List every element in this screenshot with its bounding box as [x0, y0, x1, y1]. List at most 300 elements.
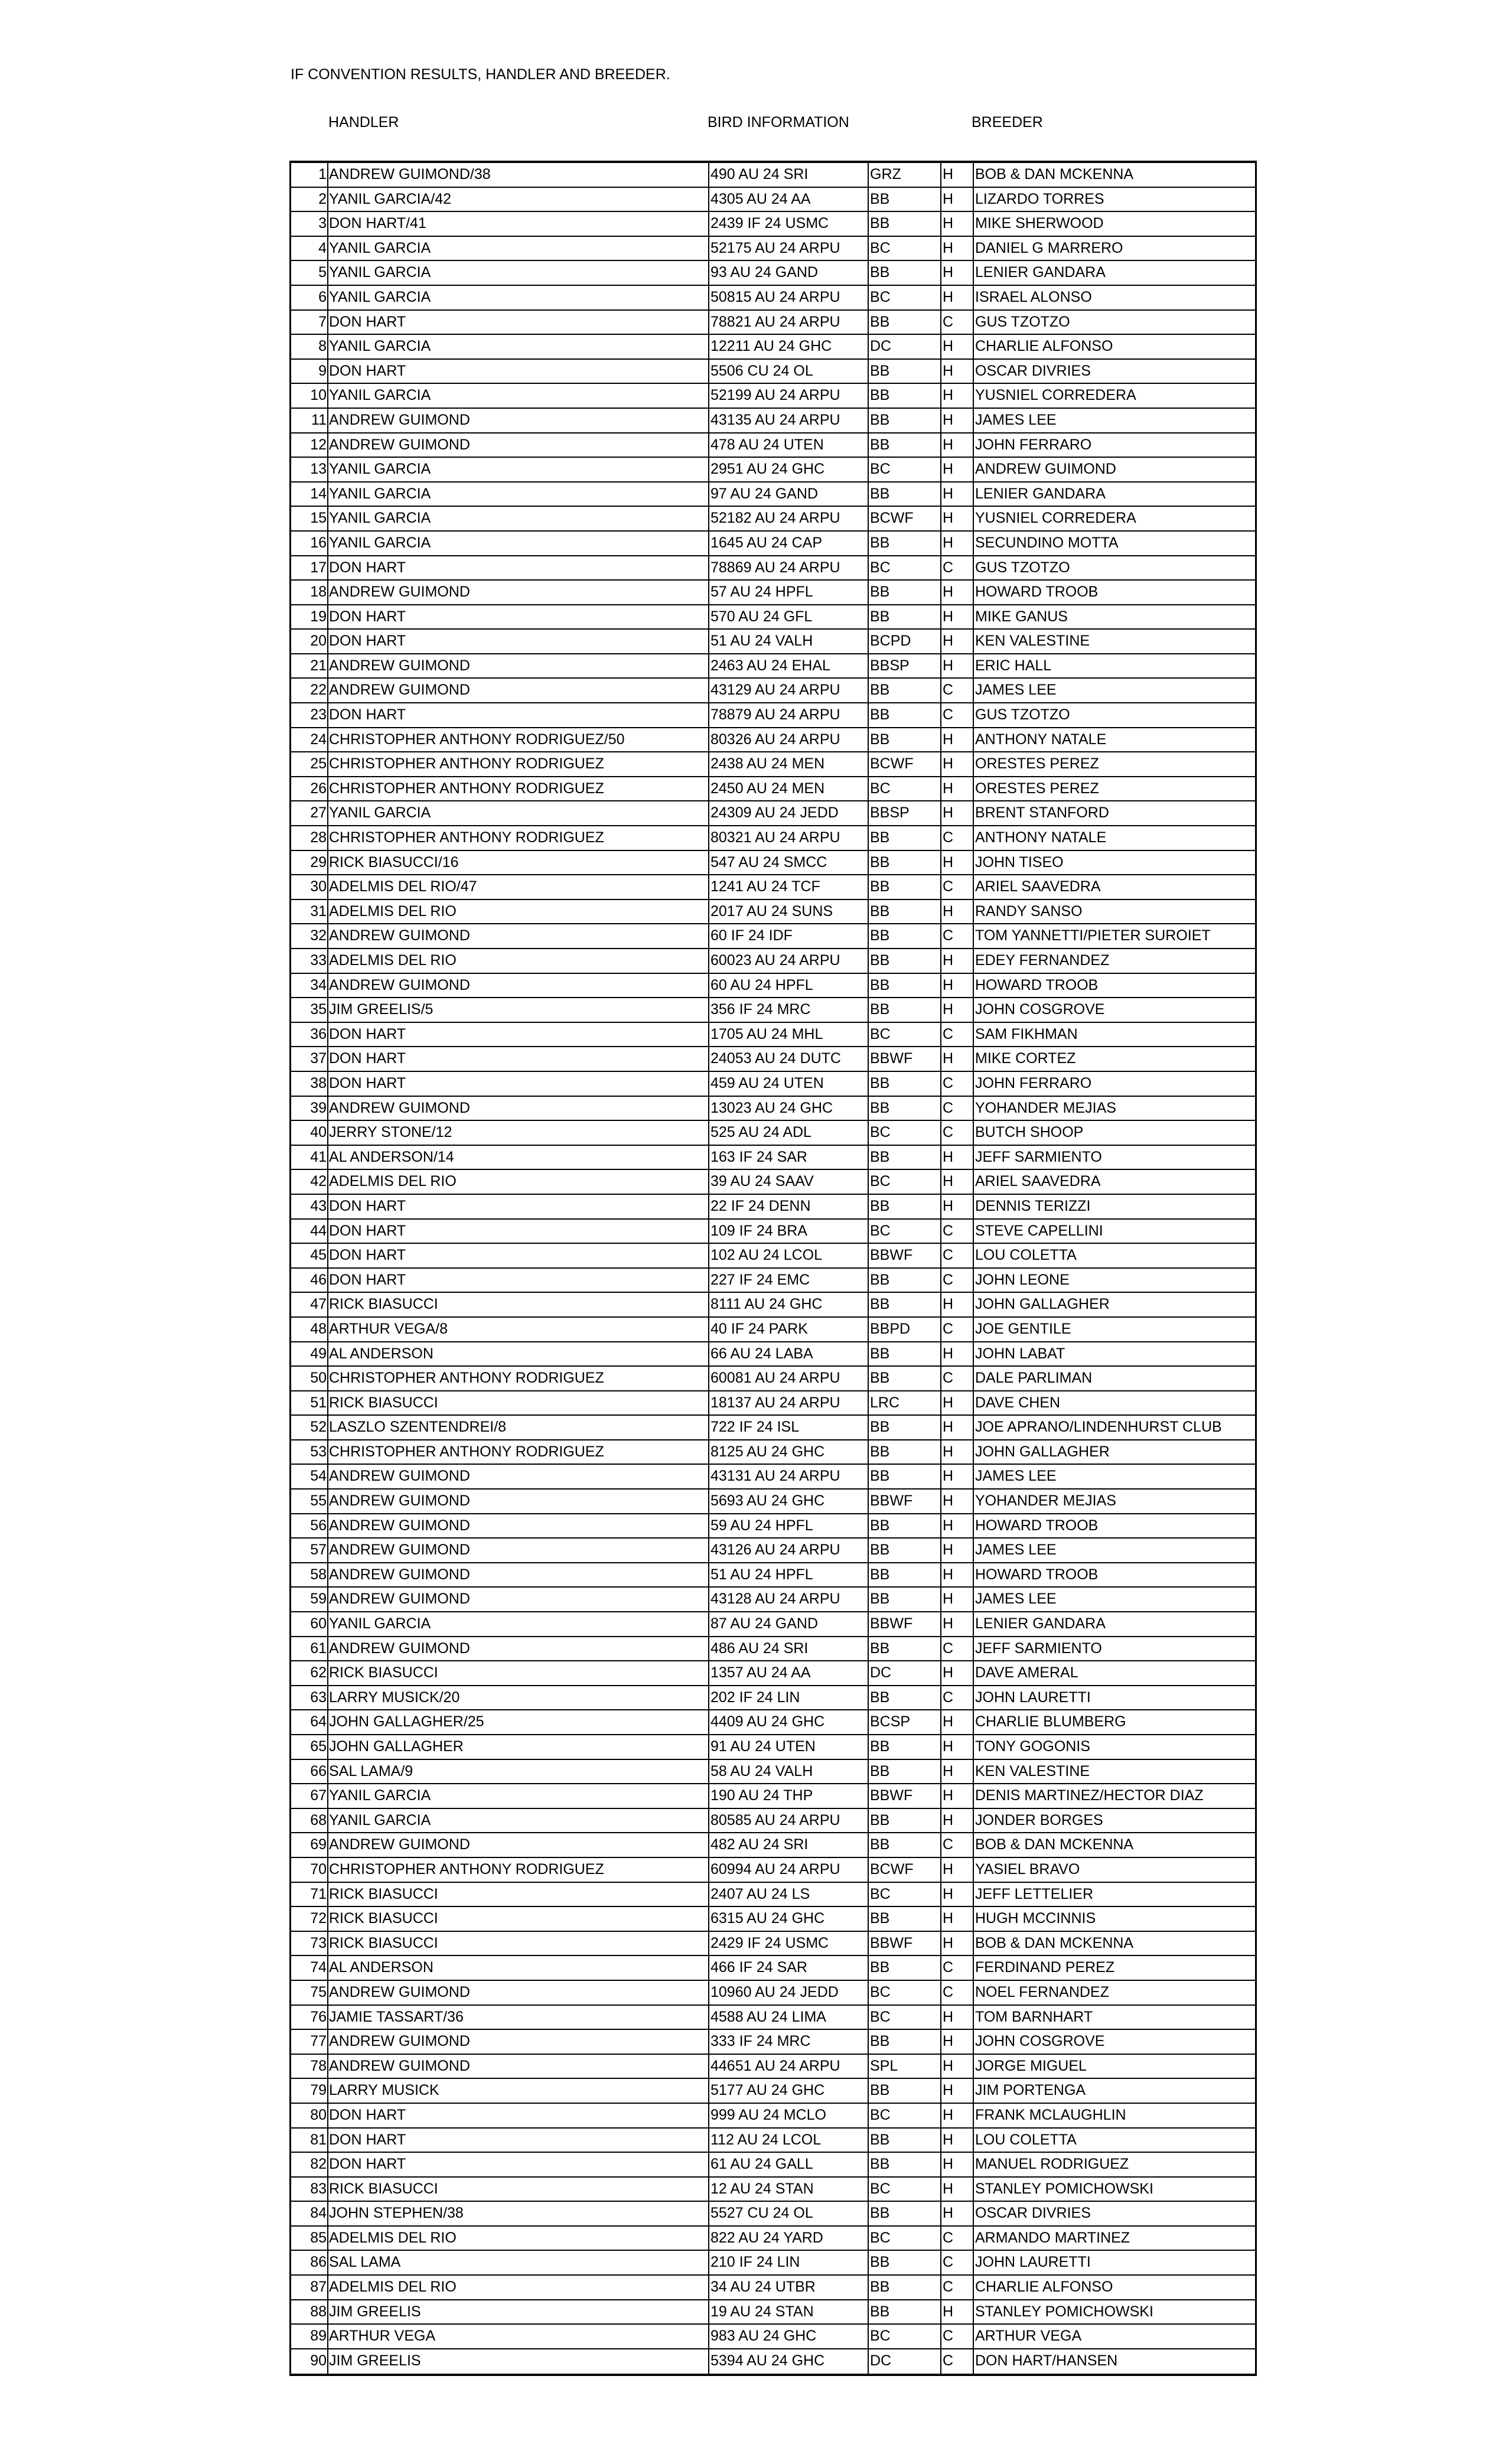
- band-number-cell: 91 AU 24 UTEN: [709, 1735, 869, 1759]
- breeder-cell: LENIER GANDARA: [975, 264, 1106, 281]
- color-cell: BCWF: [869, 752, 941, 776]
- band-number-cell: 163 IF 24 SAR: [709, 1146, 869, 1169]
- row-number: 74: [291, 1956, 328, 1980]
- handler-cell: JIM GREELIS: [328, 2349, 709, 2374]
- sex-cell: H: [941, 1784, 974, 1808]
- breeder-cell: OSCAR DIVRIES: [975, 2205, 1091, 2222]
- color-cell: BB: [869, 1097, 941, 1120]
- handler-cell: DON HART: [328, 360, 709, 383]
- breeder-cell: JIM PORTENGA: [975, 2082, 1086, 2099]
- table-row: [291, 654, 1255, 679]
- handler-cell: ANDREW GUIMOND: [328, 1981, 709, 2005]
- breeder-cell: BRENT STANFORD: [975, 804, 1109, 822]
- breeder-cell: TOM BARNHART: [975, 2008, 1093, 2025]
- color-cell: BB: [869, 826, 941, 850]
- table-row: [291, 384, 1255, 409]
- breeder-cell: DALE PARLIMAN: [975, 1370, 1093, 1387]
- row-number: 48: [291, 1318, 328, 1341]
- breeder-cell: DAVE AMERAL: [975, 1664, 1078, 1681]
- handler-cell: RICK BIASUCCI: [328, 1907, 709, 1931]
- handler-cell: DON HART: [328, 1047, 709, 1071]
- sex-cell: H: [941, 237, 974, 260]
- band-number-cell: 57 AU 24 HPFL: [709, 581, 869, 604]
- color-cell: BC: [869, 2227, 941, 2250]
- table-row: [291, 1907, 1255, 1932]
- sex-cell: H: [941, 483, 974, 506]
- color-cell: BB: [869, 384, 941, 408]
- handler-cell: ANDREW GUIMOND: [328, 2030, 709, 2054]
- sex-cell: H: [941, 2178, 974, 2201]
- table-row: [291, 1440, 1255, 1465]
- table-row: [291, 212, 1255, 237]
- color-cell: BB: [869, 679, 941, 702]
- breeder-cell: JEFF SARMIENTO: [975, 1640, 1102, 1657]
- color-cell: BB: [869, 1809, 941, 1833]
- row-number: 38: [291, 1072, 328, 1096]
- band-number-cell: 60 AU 24 HPFL: [709, 974, 869, 998]
- row-number: 78: [291, 2055, 328, 2078]
- breeder-cell: RANDY SANSO: [975, 902, 1083, 920]
- breeder-cell: YOHANDER MEJIAS: [975, 1099, 1116, 1116]
- breeder-cell: ARIEL SAAVEDRA: [975, 1173, 1101, 1190]
- sex-cell: H: [941, 1735, 974, 1759]
- color-cell: BB: [869, 1342, 941, 1366]
- row-number: 83: [291, 2178, 328, 2201]
- row-number: 2: [291, 188, 328, 211]
- sex-cell: H: [941, 2030, 974, 2054]
- handler-cell: YANIL GARCIA: [328, 532, 709, 555]
- handler-cell: ANDREW GUIMOND: [328, 434, 709, 457]
- row-number: 18: [291, 581, 328, 604]
- row-number: 63: [291, 1686, 328, 1710]
- table-row: [291, 728, 1255, 753]
- breeder-cell: STANLEY POMICHOWSKI: [975, 2303, 1153, 2320]
- color-cell: BB: [869, 1539, 941, 1562]
- table-row: [291, 1514, 1255, 1539]
- handler-cell: ADELMIS DEL RIO: [328, 949, 709, 973]
- color-cell: GRZ: [869, 163, 941, 187]
- band-number-cell: 4588 AU 24 LIMA: [709, 2006, 869, 2029]
- breeder-cell: LENIER GANDARA: [975, 485, 1106, 502]
- row-number: 31: [291, 900, 328, 924]
- sex-cell: H: [941, 507, 974, 530]
- table-row: [291, 163, 1255, 188]
- band-number-cell: 60023 AU 24 ARPU: [709, 949, 869, 973]
- table-row: [291, 261, 1255, 286]
- sex-cell: H: [941, 1293, 974, 1316]
- band-number-cell: 333 IF 24 MRC: [709, 2030, 869, 2054]
- band-number-cell: 19 AU 24 STAN: [709, 2300, 869, 2324]
- sex-cell: C: [941, 1956, 974, 1980]
- band-number-cell: 80326 AU 24 ARPU: [709, 728, 869, 752]
- row-number: 88: [291, 2300, 328, 2324]
- handler-cell: CHRISTOPHER ANTHONY RODRIGUEZ/50: [328, 728, 709, 752]
- table-row: [291, 1710, 1255, 1735]
- table-row: [291, 1318, 1255, 1342]
- row-number: 56: [291, 1514, 328, 1538]
- breeder-cell: JEFF LETTELIER: [975, 1885, 1094, 1902]
- band-number-cell: 4409 AU 24 GHC: [709, 1710, 869, 1734]
- color-cell: BB: [869, 1637, 941, 1661]
- color-cell: BB: [869, 1760, 941, 1784]
- handler-cell: ANDREW GUIMOND: [328, 679, 709, 702]
- table-row: [291, 2129, 1255, 2153]
- band-number-cell: 547 AU 24 SMCC: [709, 851, 869, 875]
- breeder-cell: JOHN TISEO: [975, 853, 1064, 871]
- table-row: [291, 1490, 1255, 1514]
- color-cell: BC: [869, 1220, 941, 1243]
- sex-cell: H: [941, 1612, 974, 1636]
- handler-cell: JIM GREELIS/5: [328, 998, 709, 1022]
- table-row: [291, 1858, 1255, 1883]
- breeder-cell: JAMES LEE: [975, 1590, 1057, 1608]
- breeder-cell: YUSNIEL CORREDERA: [975, 387, 1136, 404]
- band-number-cell: 356 IF 24 MRC: [709, 998, 869, 1022]
- color-cell: BB: [869, 2276, 941, 2299]
- sex-cell: C: [941, 2276, 974, 2299]
- band-number-cell: 822 AU 24 YARD: [709, 2227, 869, 2250]
- row-number: 11: [291, 409, 328, 432]
- sex-cell: H: [941, 2129, 974, 2152]
- breeder-cell: YOHANDER MEJIAS: [975, 1492, 1116, 1510]
- table-row: [291, 801, 1255, 826]
- sex-cell: H: [941, 532, 974, 555]
- color-cell: SPL: [869, 2055, 941, 2078]
- column-header-breeder: BREEDER: [972, 114, 1043, 131]
- row-number: 71: [291, 1883, 328, 1906]
- sex-cell: C: [941, 826, 974, 850]
- sex-cell: C: [941, 1981, 974, 2005]
- table-row: [291, 1735, 1255, 1760]
- handler-cell: YANIL GARCIA: [328, 483, 709, 506]
- band-number-cell: 8125 AU 24 GHC: [709, 1440, 869, 1464]
- breeder-cell: ERIC HALL: [975, 657, 1052, 674]
- band-number-cell: 102 AU 24 LCOL: [709, 1244, 869, 1267]
- color-cell: BB: [869, 261, 941, 285]
- band-number-cell: 482 AU 24 SRI: [709, 1833, 869, 1857]
- sex-cell: C: [941, 311, 974, 334]
- color-cell: BB: [869, 900, 941, 924]
- band-number-cell: 2438 AU 24 MEN: [709, 752, 869, 776]
- band-number-cell: 210 IF 24 LIN: [709, 2251, 869, 2274]
- table-row: [291, 532, 1255, 556]
- handler-cell: SAL LAMA/9: [328, 1760, 709, 1784]
- row-number: 42: [291, 1170, 328, 1194]
- sex-cell: H: [941, 2006, 974, 2029]
- table-row: [291, 335, 1255, 360]
- band-number-cell: 10960 AU 24 JEDD: [709, 1981, 869, 2005]
- color-cell: BB: [869, 1146, 941, 1169]
- table-row: [291, 630, 1255, 654]
- handler-cell: DON HART: [328, 2104, 709, 2127]
- sex-cell: C: [941, 2227, 974, 2250]
- handler-cell: YANIL GARCIA: [328, 261, 709, 285]
- table-row: [291, 949, 1255, 974]
- breeder-cell: HOWARD TROOB: [975, 1566, 1099, 1583]
- color-cell: BB: [869, 434, 941, 457]
- band-number-cell: 52182 AU 24 ARPU: [709, 507, 869, 530]
- color-cell: BB: [869, 311, 941, 334]
- band-number-cell: 5177 AU 24 GHC: [709, 2079, 869, 2103]
- breeder-cell: JOHN LAURETTI: [975, 1689, 1091, 1706]
- handler-cell: RICK BIASUCCI: [328, 1293, 709, 1316]
- sex-cell: H: [941, 1710, 974, 1734]
- sex-cell: C: [941, 1072, 974, 1096]
- color-cell: BB: [869, 703, 941, 727]
- sex-cell: H: [941, 1932, 974, 1955]
- band-number-cell: 59 AU 24 HPFL: [709, 1514, 869, 1538]
- breeder-cell: GUS TZOTZO: [975, 559, 1070, 576]
- band-number-cell: 227 IF 24 EMC: [709, 1269, 869, 1292]
- table-row: [291, 581, 1255, 605]
- sex-cell: C: [941, 1023, 974, 1047]
- breeder-cell: GUS TZOTZO: [975, 706, 1070, 723]
- table-row: [291, 1686, 1255, 1711]
- table-row: [291, 1465, 1255, 1490]
- handler-cell: RICK BIASUCCI: [328, 1661, 709, 1685]
- breeder-cell: MIKE GANUS: [975, 608, 1068, 625]
- color-cell: LRC: [869, 1391, 941, 1415]
- sex-cell: C: [941, 556, 974, 580]
- band-number-cell: 60081 AU 24 ARPU: [709, 1367, 869, 1390]
- handler-cell: YANIL GARCIA: [328, 507, 709, 530]
- table-row: [291, 188, 1255, 213]
- handler-cell: CHRISTOPHER ANTHONY RODRIGUEZ: [328, 1440, 709, 1464]
- band-number-cell: 459 AU 24 UTEN: [709, 1072, 869, 1096]
- table-row: [291, 1784, 1255, 1809]
- handler-cell: YANIL GARCIA: [328, 286, 709, 309]
- band-number-cell: 43135 AU 24 ARPU: [709, 409, 869, 432]
- color-cell: BCWF: [869, 1858, 941, 1882]
- color-cell: BB: [869, 1833, 941, 1857]
- table-row: [291, 1293, 1255, 1318]
- row-number: 84: [291, 2202, 328, 2225]
- sex-cell: H: [941, 2300, 974, 2324]
- handler-cell: CHRISTOPHER ANTHONY RODRIGUEZ: [328, 1858, 709, 1882]
- handler-cell: DON HART/41: [328, 212, 709, 236]
- row-number: 45: [291, 1244, 328, 1267]
- row-number: 27: [291, 801, 328, 825]
- band-number-cell: 983 AU 24 GHC: [709, 2325, 869, 2348]
- handler-cell: YANIL GARCIA: [328, 1612, 709, 1636]
- row-number: 35: [291, 998, 328, 1022]
- handler-cell: RICK BIASUCCI: [328, 1932, 709, 1955]
- color-cell: BB: [869, 1465, 941, 1488]
- color-cell: BB: [869, 605, 941, 629]
- handler-cell: DON HART: [328, 1023, 709, 1047]
- table-row: [291, 1195, 1255, 1220]
- breeder-cell: ORESTES PEREZ: [975, 780, 1099, 797]
- handler-cell: DON HART: [328, 1269, 709, 1292]
- color-cell: BBWF: [869, 1932, 941, 1955]
- row-number: 80: [291, 2104, 328, 2127]
- handler-cell: ANDREW GUIMOND: [328, 409, 709, 432]
- breeder-cell: CHARLIE ALFONSO: [975, 2279, 1113, 2296]
- band-number-cell: 722 IF 24 ISL: [709, 1416, 869, 1439]
- sex-cell: H: [941, 2104, 974, 2127]
- color-cell: BB: [869, 1416, 941, 1439]
- row-number: 23: [291, 703, 328, 727]
- table-row: [291, 924, 1255, 949]
- handler-cell: ANDREW GUIMOND: [328, 1588, 709, 1611]
- handler-cell: RICK BIASUCCI: [328, 1391, 709, 1415]
- table-row: [291, 1023, 1255, 1048]
- sex-cell: C: [941, 1244, 974, 1267]
- handler-cell: ANDREW GUIMOND/38: [328, 163, 709, 187]
- breeder-cell: ORESTES PEREZ: [975, 755, 1099, 773]
- sex-cell: H: [941, 163, 974, 187]
- row-number: 55: [291, 1490, 328, 1513]
- table-row: [291, 311, 1255, 335]
- handler-cell: DON HART: [328, 1195, 709, 1218]
- breeder-cell: DENIS MARTINEZ/HECTOR DIAZ: [975, 1787, 1204, 1804]
- table-row: [291, 2079, 1255, 2104]
- sex-cell: C: [941, 1833, 974, 1857]
- row-number: 37: [291, 1047, 328, 1071]
- breeder-cell: JEFF SARMIENTO: [975, 1148, 1102, 1165]
- breeder-cell: TOM YANNETTI/PIETER SUROIET: [975, 927, 1211, 944]
- sex-cell: C: [941, 1318, 974, 1341]
- handler-cell: YANIL GARCIA: [328, 384, 709, 408]
- row-number: 68: [291, 1809, 328, 1833]
- sex-cell: C: [941, 1097, 974, 1120]
- table-row: [291, 1539, 1255, 1563]
- results-table: [289, 161, 1257, 2376]
- row-number: 17: [291, 556, 328, 580]
- color-cell: BB: [869, 1735, 941, 1759]
- row-number: 10: [291, 384, 328, 408]
- color-cell: BB: [869, 2030, 941, 2054]
- row-number: 28: [291, 826, 328, 850]
- color-cell: BB: [869, 728, 941, 752]
- table-row: [291, 875, 1255, 900]
- band-number-cell: 486 AU 24 SRI: [709, 1637, 869, 1661]
- column-header-handler: HANDLER: [328, 114, 399, 131]
- sex-cell: H: [941, 1588, 974, 1611]
- sex-cell: H: [941, 777, 974, 801]
- color-cell: BB: [869, 188, 941, 211]
- row-number: 34: [291, 974, 328, 998]
- row-number: 1: [291, 163, 328, 187]
- band-number-cell: 66 AU 24 LABA: [709, 1342, 869, 1366]
- color-cell: BB: [869, 1588, 941, 1611]
- sex-cell: H: [941, 2153, 974, 2176]
- breeder-cell: JORGE MIGUEL: [975, 2057, 1087, 2074]
- color-cell: BB: [869, 1440, 941, 1464]
- breeder-cell: ARTHUR VEGA: [975, 2328, 1082, 2345]
- sex-cell: H: [941, 1195, 974, 1218]
- color-cell: BCSP: [869, 1710, 941, 1734]
- handler-cell: JOHN GALLAGHER/25: [328, 1710, 709, 1734]
- table-row: [291, 1563, 1255, 1588]
- band-number-cell: 1357 AU 24 AA: [709, 1661, 869, 1685]
- color-cell: BBWF: [869, 1244, 941, 1267]
- handler-cell: ANDREW GUIMOND: [328, 1833, 709, 1857]
- color-cell: BB: [869, 851, 941, 875]
- color-cell: BBWF: [869, 1490, 941, 1513]
- handler-cell: YANIL GARCIA: [328, 458, 709, 481]
- band-number-cell: 58 AU 24 VALH: [709, 1760, 869, 1784]
- handler-cell: DON HART: [328, 2153, 709, 2176]
- handler-cell: ANDREW GUIMOND: [328, 1490, 709, 1513]
- row-number: 9: [291, 360, 328, 383]
- breeder-cell: JOE APRANO/LINDENHURST CLUB: [975, 1419, 1222, 1436]
- table-row: [291, 605, 1255, 630]
- color-cell: BC: [869, 777, 941, 801]
- handler-cell: ANDREW GUIMOND: [328, 1465, 709, 1488]
- row-number: 32: [291, 924, 328, 948]
- handler-cell: YANIL GARCIA: [328, 335, 709, 358]
- handler-cell: LASZLO SZENTENDREI/8: [328, 1416, 709, 1439]
- row-number: 54: [291, 1465, 328, 1488]
- table-row: [291, 1097, 1255, 1122]
- row-number: 22: [291, 679, 328, 702]
- color-cell: BCPD: [869, 630, 941, 653]
- sex-cell: H: [941, 286, 974, 309]
- breeder-cell: GUS TZOTZO: [975, 313, 1070, 330]
- sex-cell: H: [941, 1440, 974, 1464]
- band-number-cell: 50815 AU 24 ARPU: [709, 286, 869, 309]
- color-cell: BB: [869, 2251, 941, 2274]
- table-row: [291, 703, 1255, 728]
- color-cell: DC: [869, 2349, 941, 2374]
- handler-cell: YANIL GARCIA/42: [328, 188, 709, 211]
- color-cell: BB: [869, 875, 941, 899]
- table-row: [291, 1637, 1255, 1662]
- table-row: [291, 1612, 1255, 1637]
- row-number: 51: [291, 1391, 328, 1415]
- breeder-cell: DON HART/HANSEN: [975, 2352, 1118, 2369]
- handler-cell: ARTHUR VEGA/8: [328, 1318, 709, 1341]
- sex-cell: H: [941, 581, 974, 604]
- band-number-cell: 60994 AU 24 ARPU: [709, 1858, 869, 1882]
- band-number-cell: 5693 AU 24 GHC: [709, 1490, 869, 1513]
- sex-cell: H: [941, 360, 974, 383]
- table-row: [291, 998, 1255, 1023]
- sex-cell: H: [941, 630, 974, 653]
- color-cell: BC: [869, 286, 941, 309]
- sex-cell: H: [941, 605, 974, 629]
- table-row: [291, 1956, 1255, 1981]
- band-number-cell: 5527 CU 24 OL: [709, 2202, 869, 2225]
- handler-cell: YANIL GARCIA: [328, 1809, 709, 1833]
- band-number-cell: 43129 AU 24 ARPU: [709, 679, 869, 702]
- handler-cell: CHRISTOPHER ANTHONY RODRIGUEZ: [328, 752, 709, 776]
- sex-cell: H: [941, 434, 974, 457]
- row-number: 29: [291, 851, 328, 875]
- table-row: [291, 507, 1255, 532]
- breeder-cell: LOU COLETTA: [975, 1247, 1077, 1264]
- breeder-cell: JAMES LEE: [975, 1541, 1057, 1559]
- handler-cell: ADELMIS DEL RIO: [328, 1170, 709, 1194]
- row-number: 52: [291, 1416, 328, 1439]
- row-number: 69: [291, 1833, 328, 1857]
- breeder-cell: FERDINAND PEREZ: [975, 1959, 1115, 1976]
- table-row: [291, 1981, 1255, 2006]
- breeder-cell: HUGH MCCINNIS: [975, 1910, 1096, 1927]
- sex-cell: C: [941, 1220, 974, 1243]
- row-number: 58: [291, 1563, 328, 1587]
- sex-cell: C: [941, 1637, 974, 1661]
- handler-cell: AL ANDERSON/14: [328, 1146, 709, 1169]
- band-number-cell: 4305 AU 24 AA: [709, 188, 869, 211]
- color-cell: BCWF: [869, 507, 941, 530]
- sex-cell: H: [941, 1907, 974, 1931]
- table-row: [291, 1416, 1255, 1440]
- table-row: [291, 1244, 1255, 1269]
- breeder-cell: JONDER BORGES: [975, 1811, 1103, 1829]
- handler-cell: JOHN STEPHEN/38: [328, 2202, 709, 2225]
